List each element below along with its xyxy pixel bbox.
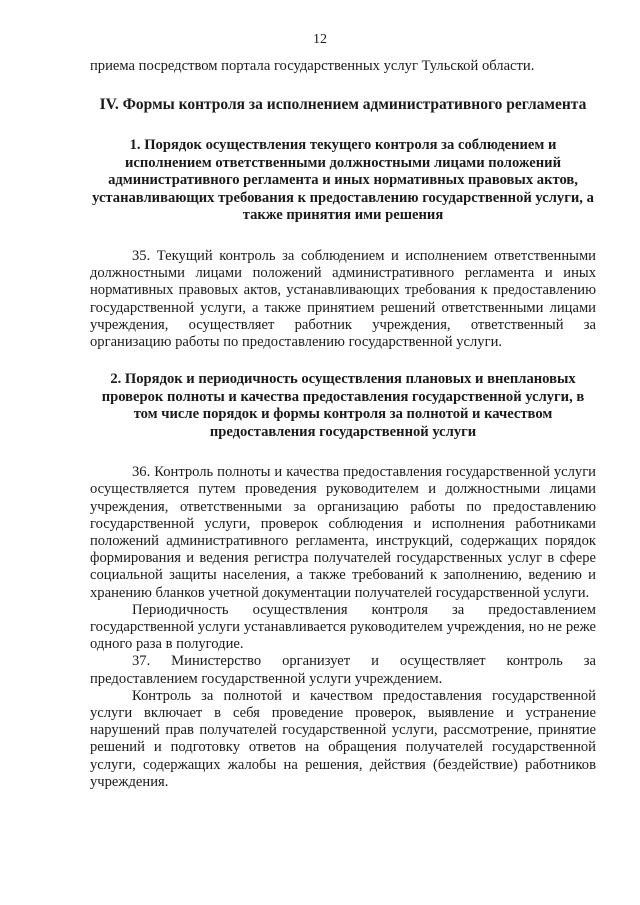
section-title: IV. Формы контроля за исполнением административного регламента	[99, 96, 587, 114]
intro-line: приема посредством портала государственных услуг Тульской области.	[90, 58, 535, 74]
paragraph-35: 35. Текущий контроль за соблюдением и исполнением ответственными должностными лицами положений административного регламента и иных нормативных правовых актов, устанавливающих требования к предоставлению государственной услуги, а также принятием решений ответственными лицами учреждения, осуществляет работник учреждения, ответственный за организацию работы по предоставлению государственной услуги.	[90, 247, 596, 350]
paragraph-37-control: Контроль за полнотой и качеством предоставления государственной услуги включает в себя проведение проверок, выявление и устранение нарушений прав получателей государственной услуги, рассмотрение, принятие решений и подготовку ответов на обращения получателей государственной услуги, содержащих жалобы на решения, действия (бездействие) работников учреждения.	[90, 687, 596, 790]
document-body	[90, 58, 596, 791]
page-number: 12	[313, 32, 327, 47]
subsection-1-title: 1. Порядок осуществления текущего контроля за соблюдением и исполнением ответственными должностными лицами положений административного регламента и иных нормативных правовых актов, устанавливающих требования к предоставлению государственной услуги, а также принятия ими решения	[92, 137, 594, 224]
paragraph-36-periodicity: Периодичность осуществления контроля за предоставлением государственной услуги устанавливается руководителем учреждения, но не реже одного раза в полугодие.	[90, 601, 596, 653]
subsection-2-title: 2. Порядок и периодичность осуществления плановых и внеплановых проверок полноты и качества предоставления государственной услуги, в том числе порядок и формы контроля за полнотой и качеством предоставления государственной услуги	[101, 371, 585, 440]
paragraph-37: 37. Министерство организует и осуществляет контроль за предоставлением государственной услуги учреждением.	[90, 653, 596, 687]
paragraph-36: 36. Контроль полноты и качества предоставления государственной услуги осуществляется путем проведения руководителем и должностными лицами учреждения, ответственными за организацию работы по предоставлению государственной услуги, проверок соблюдения и исполнения работниками положений административного регламента, инструкций, содержащих порядок формирования и ведения регистра получателей государственных услуг в сфере социальной защиты населения, а также требований к заполнению, ведению и хранению бланков учетной документации получателей государственной услуги.	[90, 464, 596, 601]
